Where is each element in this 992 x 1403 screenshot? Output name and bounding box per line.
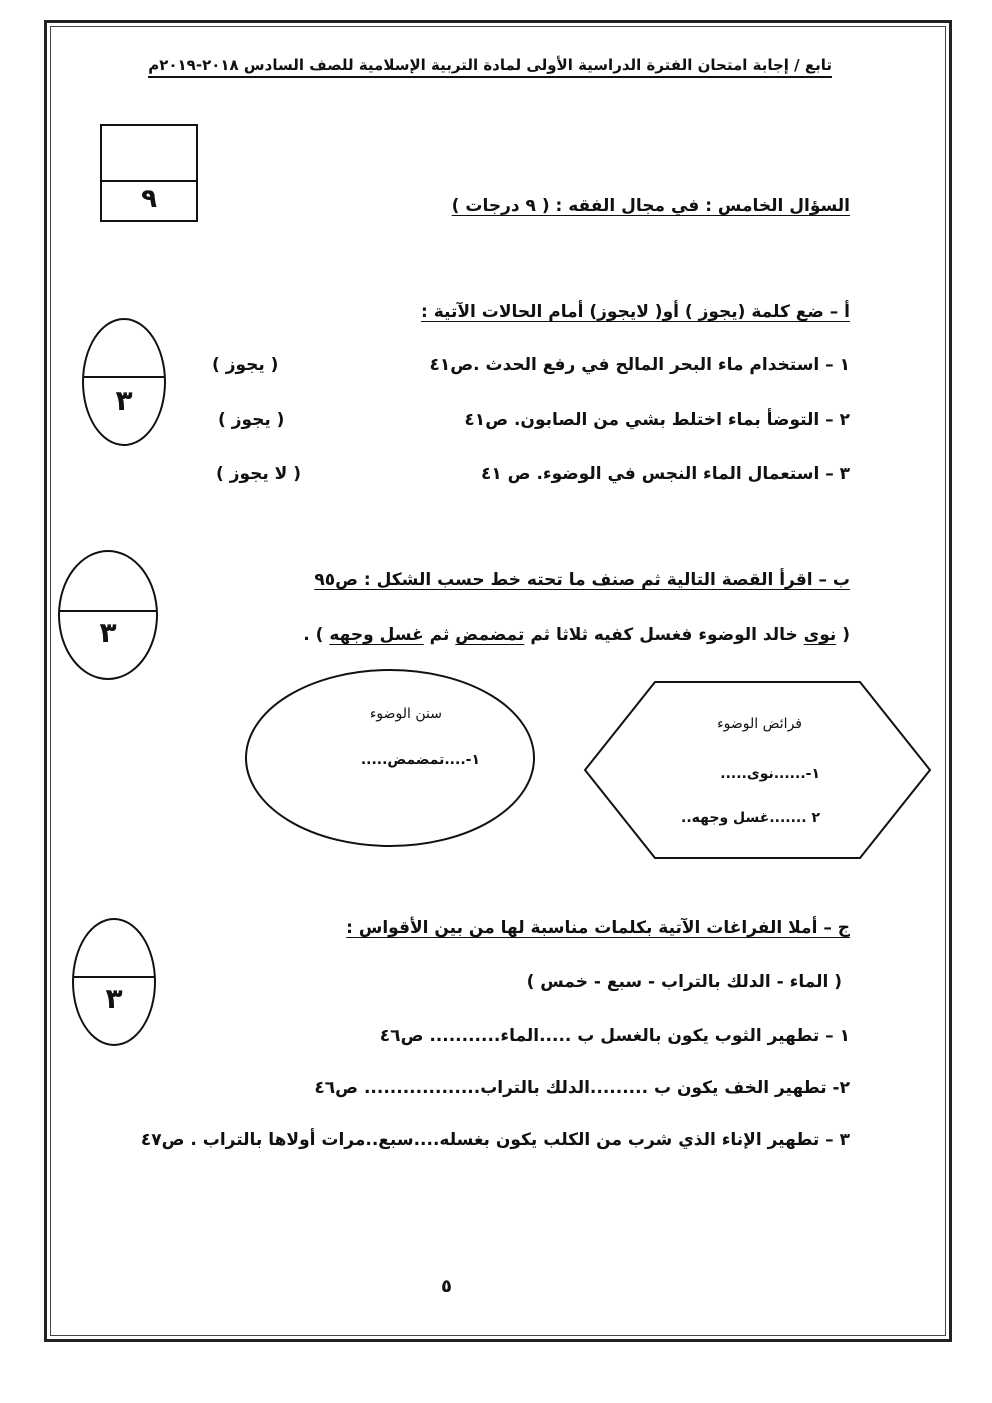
oval-divider	[74, 976, 154, 978]
section-c-score-oval	[72, 918, 156, 1046]
story-word-nawa: نوى	[803, 625, 837, 645]
section-c-title: ج – أملا الفراغات الآتية بكلمات مناسبة لها من بين الأقواس :	[346, 918, 850, 938]
section-b-title: ب – اقرأ القصة التالية ثم صنف ما تحته خط حسب الشكل : ص٩٥	[314, 570, 850, 590]
story-close: ) .	[303, 625, 330, 645]
story-word-ghasl: غسل وجهه	[329, 625, 424, 645]
sunan-answer: ١-....تمضمض.....	[360, 752, 480, 768]
story-open: (	[842, 625, 850, 645]
section-c-item: ٢- تطهير الخف يكون ب .........الدلك بالتراب.................. ص٤٦	[314, 1078, 850, 1098]
section-a-item: ٣ – استعمال الماء النجس في الوضوء. ص ٤١	[480, 464, 850, 484]
sunan-title: سنن الوضوء	[369, 706, 442, 722]
faraid-answer: ٢ .......غسل وجهه..	[681, 810, 820, 826]
section-c-item: ٣ – تطهير الإناء الذي شرب من الكلب يكون بغسله....سبع..مرات أولاها بالتراب . ص٤٧	[140, 1130, 850, 1150]
section-c-item: ١ – تطهير الثوب يكون بالغسل ب .....الماء........... ص٤٦	[379, 1026, 850, 1046]
section-a-answer: ( لا يجوز )	[216, 464, 302, 484]
story-text: خالد الوضوء فغسل كفيه ثلاثا ثم	[524, 625, 804, 645]
section-a-answer: ( يجوز )	[218, 410, 285, 430]
faraid-answer: ١-......نوى.....	[720, 766, 820, 782]
question-score-value: ٩	[141, 184, 157, 214]
question-five-title: السؤال الخامس : في مجال الفقه : ( ٩ درجات )	[451, 196, 850, 216]
section-b-score: ٣	[99, 616, 117, 649]
section-c-score: ٣	[105, 982, 123, 1015]
section-a-score: ٣	[115, 384, 133, 417]
section-a-item: ١ – استخدام ماء البحر المالح في رفع الحدث .ص٤١	[429, 355, 850, 375]
section-a-item: ٢ – التوضأ بماء اختلط بشي من الصابون. ص٤١	[464, 410, 850, 430]
story-word-tamadmad: تمضمض	[455, 625, 525, 645]
section-a-title: أ – ضع كلمة (يجوز ) أو( لايجوز) أمام الحالات الآتية :	[421, 302, 850, 322]
section-c-choices: ( الماء - الدلك بالتراب - سبع - خمس )	[526, 972, 842, 992]
page-number: ٥	[441, 1276, 452, 1297]
page-header: تابع / إجابة امتحان الفترة الدراسية الأولى لمادة التربية الإسلامية للصف السادس ٢٠١٨-٢٠١٩م	[148, 56, 832, 78]
section-a-answer: ( يجوز )	[212, 355, 279, 375]
faraid-title: فرائض الوضوء	[717, 716, 802, 732]
story-text: ثم	[423, 625, 456, 645]
